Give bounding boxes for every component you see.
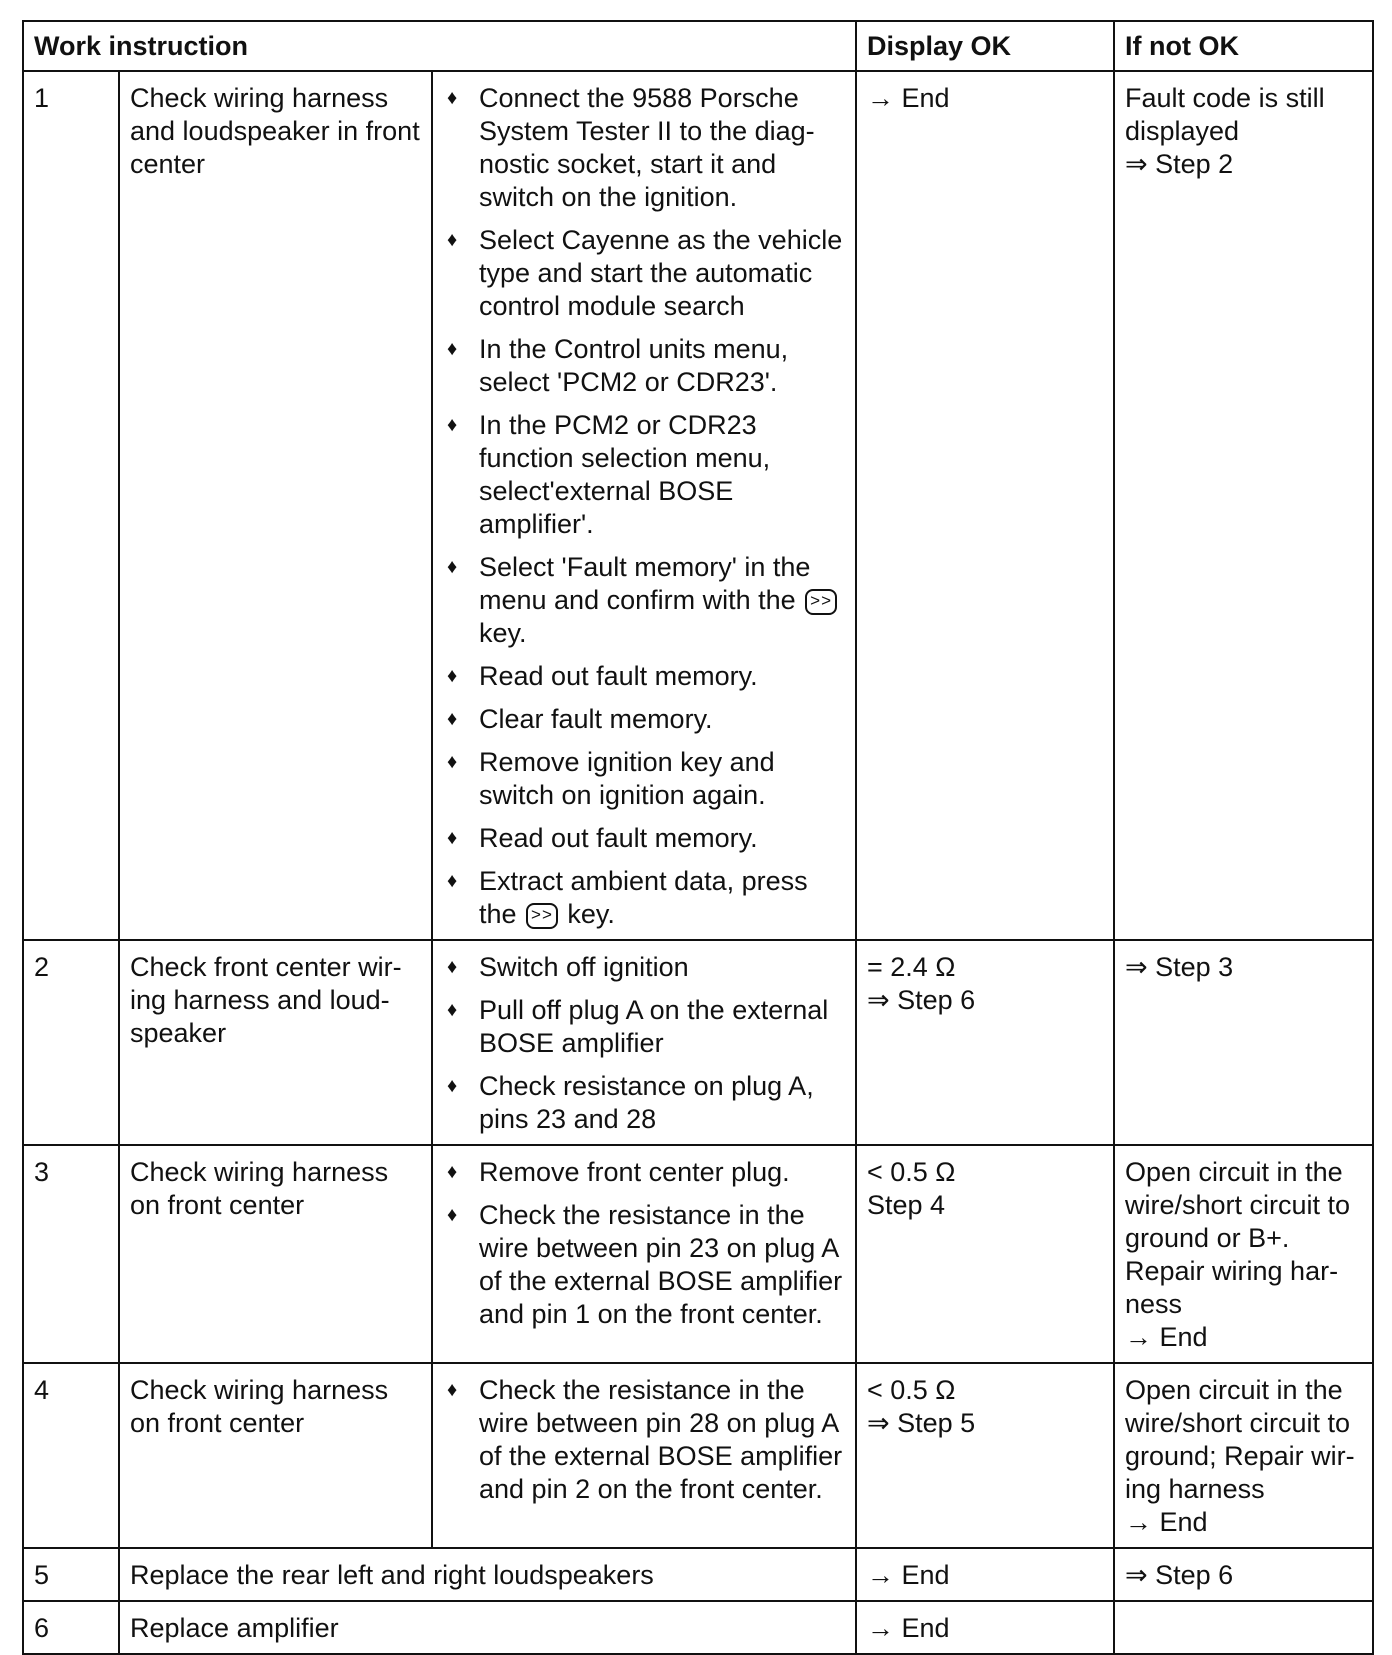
action-item: ♦ Switch off ignition xyxy=(447,952,689,982)
display-ok-cell xyxy=(856,1145,1114,1363)
diamond-bullet-icon: ♦ xyxy=(447,708,458,730)
table-row xyxy=(23,940,1373,1145)
diamond-bullet-icon: ♦ xyxy=(447,1379,458,1401)
action-item: ♦ Connect the 9588 Porsche System Tester II to the diag- nostic socket, start it and switch on the ignition. xyxy=(447,83,815,212)
display-ok-text: → End xyxy=(867,83,950,113)
display-ok-text: < 0.5 Ω xyxy=(867,1157,956,1187)
action-item: ♦ Check the resistance in the wire between pin 28 on plug A of the external BOSE amplifier and pin 2 on the front center. xyxy=(447,1375,843,1504)
diamond-bullet-icon: ♦ xyxy=(447,556,458,578)
table-row xyxy=(23,1363,1373,1548)
if-not-ok-text: Open circuit in the wire/short circuit to ground; Repair wir- ing harness xyxy=(1125,1375,1355,1504)
diamond-bullet-icon: ♦ xyxy=(447,665,458,687)
work-instruction-table xyxy=(22,20,1374,1655)
display-ok-cell: → End xyxy=(856,1601,1114,1654)
diamond-bullet-icon: ♦ xyxy=(447,87,458,109)
action-item: ♦ Read out fault memory. xyxy=(447,661,758,691)
display-ok-text: Step 4 xyxy=(867,1190,946,1220)
step-actions xyxy=(432,940,856,1145)
step-title: Check wiring harness on front center xyxy=(119,1363,432,1548)
header-display-ok: Display OK xyxy=(856,21,1114,71)
table-row xyxy=(23,1601,1373,1654)
action-item: ♦ In the PCM2 or CDR23 function selection menu, select'external BOSE amplifier'. xyxy=(447,410,771,539)
diamond-bullet-icon: ♦ xyxy=(447,338,458,360)
if-not-ok-text: Repair wiring har- ness xyxy=(1125,1256,1339,1319)
work-instruction-page xyxy=(22,20,1372,1655)
if-not-ok-cell xyxy=(1114,1363,1373,1548)
action-list xyxy=(443,1374,845,1506)
display-ok-text: ⇒ Step 6 xyxy=(867,985,976,1015)
action-item: ♦ Clear fault memory. xyxy=(447,704,713,734)
diamond-bullet-icon: ♦ xyxy=(447,827,458,849)
action-item: ♦ Select 'Fault memory' in the menu and confirm with the >> key. xyxy=(443,551,845,650)
action-item: ♦ Remove ignition key and switch on ignition again. xyxy=(447,747,775,810)
if-not-ok-text: Fault code is still displayed xyxy=(1125,83,1325,146)
action-list xyxy=(443,951,845,1136)
step-number: 3 xyxy=(23,1145,119,1363)
step-number: 5 xyxy=(23,1548,119,1601)
diamond-bullet-icon: ♦ xyxy=(447,751,458,773)
diamond-bullet-icon: ♦ xyxy=(447,1204,458,1226)
if-not-ok-text: → End xyxy=(1125,1322,1208,1352)
if-not-ok-text: Open circuit in the wire/short circuit to ground or B+. xyxy=(1125,1157,1351,1253)
if-not-ok-cell xyxy=(1114,1601,1373,1654)
action-item: ♦ Check resistance on plug A, pins 23 and 28 xyxy=(447,1071,814,1134)
table-row xyxy=(23,71,1373,940)
if-not-ok-cell xyxy=(1114,940,1373,1145)
action-list xyxy=(443,1156,845,1331)
if-not-ok-text: ⇒ Step 2 xyxy=(1125,149,1234,179)
step-number: 1 xyxy=(23,71,119,940)
step-title: Check wiring harness on front center xyxy=(119,1145,432,1363)
step-title: Replace the rear left and right loudspeakers xyxy=(119,1548,856,1601)
key-symbol: >> xyxy=(526,903,558,929)
if-not-ok-text: ⇒ Step 3 xyxy=(1125,952,1234,982)
action-list xyxy=(443,82,845,931)
step-number: 4 xyxy=(23,1363,119,1548)
step-title: Check wiring harness and loudspeaker in front center xyxy=(119,71,432,940)
if-not-ok-cell xyxy=(1114,1145,1373,1363)
step-title: Replace amplifier xyxy=(119,1601,856,1654)
diamond-bullet-icon: ♦ xyxy=(447,999,458,1021)
display-ok-cell: → End xyxy=(856,1548,1114,1601)
action-item: ♦ Remove front center plug. xyxy=(447,1157,790,1187)
table-row xyxy=(23,1145,1373,1363)
diamond-bullet-icon: ♦ xyxy=(447,1075,458,1097)
step-number: 6 xyxy=(23,1601,119,1654)
display-ok-cell xyxy=(856,940,1114,1145)
action-item: ♦ Extract ambient data, press the >> key. xyxy=(447,866,808,929)
header-if-not-ok: If not OK xyxy=(1114,21,1373,71)
display-ok-cell xyxy=(856,71,1114,940)
table-row xyxy=(23,1548,1373,1601)
action-item: ♦ Pull off plug A on the external BOSE amplifier xyxy=(447,995,829,1058)
if-not-ok-cell: ⇒ Step 6 xyxy=(1114,1548,1373,1601)
diamond-bullet-icon: ♦ xyxy=(447,870,458,892)
diamond-bullet-icon: ♦ xyxy=(447,414,458,436)
header-row xyxy=(23,21,1373,71)
diamond-bullet-icon: ♦ xyxy=(447,1161,458,1183)
step-title: Check front center wir- ing harness and loud- speaker xyxy=(119,940,432,1145)
if-not-ok-text: → End xyxy=(1125,1507,1208,1537)
display-ok-text: = 2.4 Ω xyxy=(867,952,956,982)
header-work-instruction: Work instruction xyxy=(23,21,856,71)
action-item: ♦ Select Cayenne as the vehicle type and start the automatic control module search xyxy=(447,225,843,321)
display-ok-text: ⇒ Step 5 xyxy=(867,1408,976,1438)
diamond-bullet-icon: ♦ xyxy=(447,956,458,978)
display-ok-cell xyxy=(856,1363,1114,1548)
diamond-bullet-icon: ♦ xyxy=(447,229,458,251)
action-item: ♦ In the Control units menu, select 'PCM2 or CDR23'. xyxy=(447,334,789,397)
action-item: ♦ Check the resistance in the wire between pin 23 on plug A of the external BOSE amplifier and pin 1 on the front center. xyxy=(447,1200,843,1329)
step-number: 2 xyxy=(23,940,119,1145)
if-not-ok-cell xyxy=(1114,71,1373,940)
step-actions xyxy=(432,71,856,940)
display-ok-text: < 0.5 Ω xyxy=(867,1375,956,1405)
step-actions xyxy=(432,1145,856,1363)
step-actions xyxy=(432,1363,856,1548)
action-item: ♦ Read out fault memory. xyxy=(447,823,758,853)
key-symbol: >> xyxy=(805,589,837,615)
